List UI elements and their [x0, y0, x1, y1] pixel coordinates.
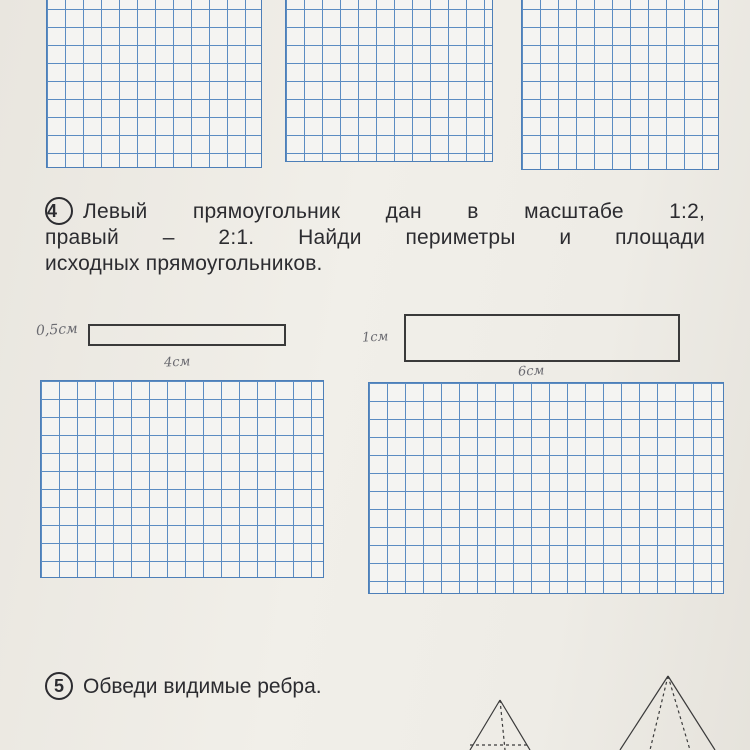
handwritten-left-width: 4см — [163, 354, 191, 371]
top-middle-grid — [285, 0, 493, 162]
task-4-line-1: 4 Левый прямоугольник дан в масштабе 1:2, — [45, 197, 705, 225]
handwritten-right-width: 6см — [517, 363, 545, 380]
task-5-number: 5 — [45, 672, 73, 700]
left-pyramid — [470, 700, 530, 750]
task-4-text — [45, 197, 705, 277]
top-right-grid — [521, 0, 719, 170]
task-4-number: 4 — [45, 197, 73, 225]
top-left-grid — [46, 0, 262, 168]
right-rectangle — [404, 314, 680, 362]
bottom-left-grid — [40, 380, 324, 578]
handwritten-left-height: 0,5см — [35, 320, 79, 340]
handwritten-right-height: 1см — [361, 329, 389, 346]
task-4-line-2: правый – 2:1. Найди периметры и площади — [45, 226, 705, 249]
right-pyramid — [620, 676, 715, 750]
bottom-right-grid — [368, 382, 724, 594]
task-4-line-3: исходных прямоугольников. — [45, 252, 323, 275]
task-5-text: 5 Обведи видимые ребра. — [45, 672, 322, 700]
left-rectangle — [88, 324, 286, 346]
